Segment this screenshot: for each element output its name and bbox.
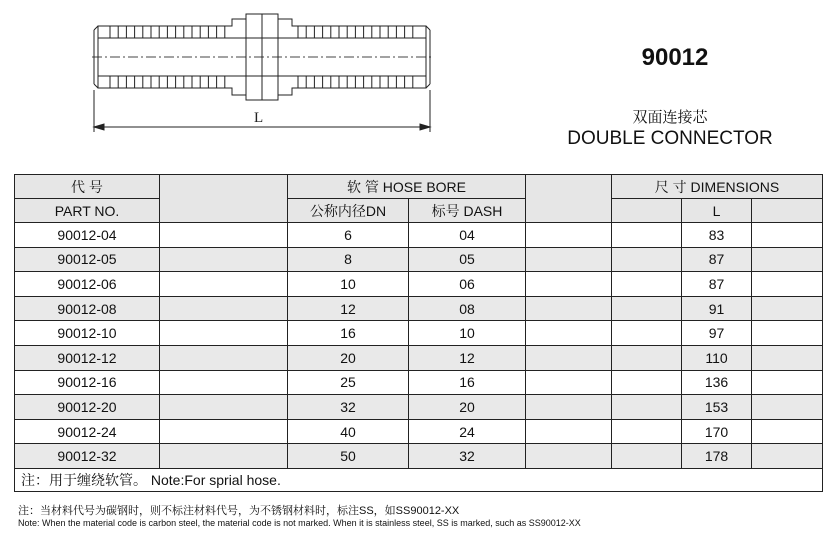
length-cell: 136 bbox=[682, 370, 752, 395]
blank-cell bbox=[160, 395, 288, 420]
part-no-cell: 90012-08 bbox=[15, 296, 160, 321]
table-row bbox=[15, 370, 823, 395]
part-no-cell: 90012-16 bbox=[15, 370, 160, 395]
length-cell: 91 bbox=[682, 296, 752, 321]
table-row bbox=[15, 272, 823, 297]
blank-cell bbox=[160, 345, 288, 370]
blank-cell bbox=[612, 321, 682, 346]
dn-cell: 8 bbox=[288, 247, 409, 272]
length-cell: 170 bbox=[682, 419, 752, 444]
table-row bbox=[15, 223, 823, 248]
blank-cell bbox=[526, 247, 612, 272]
dash-cell: 04 bbox=[409, 223, 526, 248]
blank-cell bbox=[526, 272, 612, 297]
product-name-en: DOUBLE CONNECTOR bbox=[567, 128, 773, 149]
blank-cell bbox=[612, 370, 682, 395]
blank-cell bbox=[526, 419, 612, 444]
length-cell: 153 bbox=[682, 395, 752, 420]
blank-cell bbox=[612, 345, 682, 370]
blank-cell bbox=[752, 370, 823, 395]
dash-cell: 12 bbox=[409, 345, 526, 370]
blank-cell bbox=[612, 223, 682, 248]
blank-cell bbox=[752, 223, 823, 248]
dimension-label-l: L bbox=[254, 110, 264, 126]
table-row bbox=[15, 395, 823, 420]
length-cell: 83 bbox=[682, 223, 752, 248]
footnote-cn: 注：当材料代号为碳钢时，则不标注材料代号，为不锈钢材料时，标注SS，如SS90012-XX bbox=[18, 505, 460, 517]
dn-cell: 25 bbox=[288, 370, 409, 395]
length-cell: 87 bbox=[682, 272, 752, 297]
dash-cell: 32 bbox=[409, 444, 526, 469]
blank-cell bbox=[526, 395, 612, 420]
blank-cell bbox=[612, 395, 682, 420]
blank-cell bbox=[752, 444, 823, 469]
header-blank bbox=[612, 199, 682, 223]
table-note: 注：用于缠绕软管。 Note:For sprial hose. bbox=[15, 468, 823, 491]
table-row bbox=[15, 345, 823, 370]
dn-cell: 32 bbox=[288, 395, 409, 420]
blank-cell bbox=[752, 419, 823, 444]
dash-cell: 20 bbox=[409, 395, 526, 420]
dash-cell: 08 bbox=[409, 296, 526, 321]
length-cell: 110 bbox=[682, 345, 752, 370]
header-blank bbox=[752, 199, 823, 223]
blank-cell bbox=[526, 296, 612, 321]
header-part-en: PART NO. bbox=[15, 199, 160, 223]
footnote-en: Note: When the material code is carbon steel, the material code is not marked. When it is stainless steel, SS is marked, such as SS90012-XX bbox=[18, 518, 581, 528]
blank-cell bbox=[160, 223, 288, 248]
blank-cell bbox=[160, 321, 288, 346]
dash-cell: 06 bbox=[409, 272, 526, 297]
blank-cell bbox=[160, 444, 288, 469]
header-dn: 公称内径DN bbox=[288, 199, 409, 223]
blank-cell bbox=[752, 395, 823, 420]
table-row bbox=[15, 321, 823, 346]
dash-cell: 10 bbox=[409, 321, 526, 346]
length-cell: 178 bbox=[682, 444, 752, 469]
part-no-cell: 90012-04 bbox=[15, 223, 160, 248]
dash-cell: 24 bbox=[409, 419, 526, 444]
blank-cell bbox=[612, 272, 682, 297]
model-number: 90012 bbox=[641, 44, 709, 71]
blank-cell bbox=[160, 370, 288, 395]
blank-cell bbox=[612, 247, 682, 272]
blank-cell bbox=[160, 419, 288, 444]
length-cell: 97 bbox=[682, 321, 752, 346]
blank-cell bbox=[160, 272, 288, 297]
blank-cell bbox=[752, 296, 823, 321]
table-note-row bbox=[15, 468, 823, 491]
blank-cell bbox=[160, 247, 288, 272]
part-no-cell: 90012-05 bbox=[15, 247, 160, 272]
dn-cell: 12 bbox=[288, 296, 409, 321]
table-row bbox=[15, 419, 823, 444]
product-name-cn: 双面连接芯 bbox=[632, 109, 708, 126]
part-no-cell: 90012-24 bbox=[15, 419, 160, 444]
blank-cell bbox=[752, 321, 823, 346]
dash-cell: 05 bbox=[409, 247, 526, 272]
part-no-cell: 90012-12 bbox=[15, 345, 160, 370]
blank-cell bbox=[752, 345, 823, 370]
table-row bbox=[15, 296, 823, 321]
blank-cell bbox=[526, 345, 612, 370]
table-row bbox=[15, 247, 823, 272]
table-header-row bbox=[15, 175, 823, 199]
dn-cell: 10 bbox=[288, 272, 409, 297]
header-blank bbox=[160, 175, 288, 223]
blank-cell bbox=[526, 370, 612, 395]
blank-cell bbox=[526, 444, 612, 469]
blank-cell bbox=[612, 444, 682, 469]
header-l: L bbox=[682, 199, 752, 223]
blank-cell bbox=[752, 247, 823, 272]
blank-cell bbox=[526, 223, 612, 248]
dn-cell: 6 bbox=[288, 223, 409, 248]
header-part-cn: 代 号 bbox=[15, 175, 160, 199]
table-subheader-row bbox=[15, 199, 823, 223]
part-no-cell: 90012-32 bbox=[15, 444, 160, 469]
dn-cell: 20 bbox=[288, 345, 409, 370]
dn-cell: 16 bbox=[288, 321, 409, 346]
spec-table bbox=[14, 174, 823, 492]
dn-cell: 50 bbox=[288, 444, 409, 469]
length-cell: 87 bbox=[682, 247, 752, 272]
header-dash: 标号 DASH bbox=[409, 199, 526, 223]
table-row bbox=[15, 444, 823, 469]
header-hose-bore: 软 管 HOSE BORE bbox=[288, 175, 526, 199]
part-no-cell: 90012-06 bbox=[15, 272, 160, 297]
blank-cell bbox=[612, 419, 682, 444]
part-no-cell: 90012-20 bbox=[15, 395, 160, 420]
blank-cell bbox=[752, 272, 823, 297]
blank-cell bbox=[526, 321, 612, 346]
blank-cell bbox=[160, 296, 288, 321]
part-no-cell: 90012-10 bbox=[15, 321, 160, 346]
dn-cell: 40 bbox=[288, 419, 409, 444]
header-blank bbox=[526, 175, 612, 223]
blank-cell bbox=[612, 296, 682, 321]
dash-cell: 16 bbox=[409, 370, 526, 395]
header-dimensions: 尺 寸 DIMENSIONS bbox=[612, 175, 823, 199]
